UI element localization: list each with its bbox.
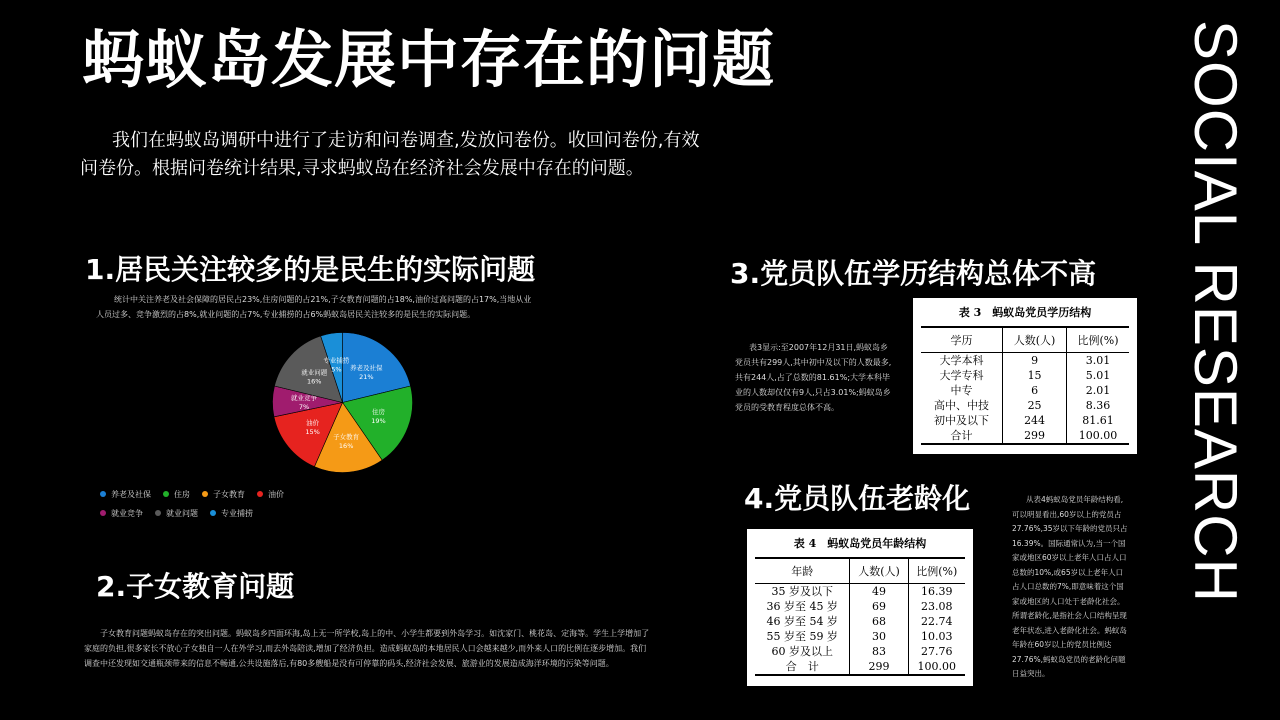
legend-swatch: [257, 491, 263, 497]
pie-slice-label: 19%: [371, 417, 386, 426]
pie-slice-label: 15%: [305, 427, 320, 436]
legend-swatch: [155, 510, 161, 516]
table4-header: 年龄: [755, 558, 850, 584]
table3-row: [921, 353, 1129, 369]
table3-header: 人数(人): [1003, 327, 1067, 353]
section1-text: 统计中关注养老及社会保障的居民占23%,住房问题的占21%,子女教育问题的占18%,油价过高问题的占17%,当地从业人员过多、竞争激烈的占8%,就业问题的占7%,专业捕捞的占6%蚂蚁岛居民关注较多的是民生的实际问题。: [96, 295, 532, 319]
table4-row-cell: 10.03: [908, 629, 965, 644]
table4-row: [755, 584, 965, 600]
legend-label: 就业竞争: [111, 508, 143, 518]
table3-row-cell: 大学本科: [939, 354, 984, 367]
table3-row: [921, 368, 1129, 383]
table4-row-cell: 299: [850, 659, 908, 675]
legend-swatch: [100, 491, 106, 497]
table4-row-cell: 36 岁至 45 岁: [766, 600, 838, 613]
pie-slice-label: 5%: [331, 365, 342, 374]
legend-label: 子女教育: [213, 489, 245, 499]
section3-text: 表3显示:至2007年12月31日,蚂蚁岛乡党员共有299人,其中初中及以下的人数最多,共有244人,占了总数的81.61%;大学本科毕业的人数却仅仅有9人,只占3.01%;蚂蚁岛乡党员的受教育程度总体不高。: [735, 343, 892, 412]
pie-chart: [265, 325, 420, 480]
table4-row-cell: 83: [850, 644, 908, 659]
intro-paragraph: 我们在蚂蚁岛调研中进行了走访和问卷调查,发放问卷份。收回问卷份,有效问卷份。根据问卷统计结果,寻求蚂蚁岛在经济社会发展中存在的问题。: [80, 130, 700, 179]
table4-row-cell: 60 岁及以上: [771, 645, 833, 658]
table3-row-cell: 大学专科: [939, 369, 984, 382]
legend-label: 就业问题: [166, 508, 198, 518]
page-title: 蚂蚁岛发展中存在的问题: [82, 23, 776, 96]
pie-slice-name: 就业竞争: [291, 393, 318, 402]
pie-slice-name: 住房: [371, 408, 385, 417]
table3-row-cell: 6: [1003, 383, 1067, 398]
table3-row-cell: 2.01: [1067, 383, 1129, 398]
legend-swatch: [163, 491, 169, 497]
pie-slice-name: 养老及社保: [350, 364, 383, 373]
table4-row-cell: 68: [850, 614, 908, 629]
section4-heading: 4.党员队伍老龄化: [744, 482, 971, 515]
legend-item: [202, 489, 245, 500]
table4-row-cell: 46 岁至 54 岁: [766, 615, 838, 628]
table4-row: [755, 644, 965, 659]
pie-slice-label: 16%: [338, 441, 354, 450]
pie-slice-name: 子女教育: [333, 432, 360, 441]
table4-row: [755, 599, 965, 614]
table3-row-cell: 8.36: [1067, 398, 1129, 413]
legend-swatch: [100, 510, 106, 516]
legend-item: [100, 508, 143, 519]
pie-slice-label: 16%: [306, 377, 322, 386]
legend-label: 养老及社保: [111, 489, 151, 499]
table4-row-cell: 27.76: [908, 644, 965, 659]
table3-row-cell: 5.01: [1067, 368, 1129, 383]
table4-row: [755, 614, 965, 629]
pie-slice-name: 就业问题: [301, 368, 328, 377]
table4-header: 人数(人): [850, 558, 908, 584]
table4-row-cell: 16.39: [908, 584, 965, 600]
section1-heading: 1.居民关注较多的是民生的实际问题: [85, 253, 536, 286]
section3-heading: 3.党员队伍学历结构总体不高: [730, 257, 1097, 290]
table4-row: [755, 659, 965, 675]
table4-caption: 表 4 蚂蚁岛党员年龄结构: [793, 537, 927, 550]
legend-swatch: [210, 510, 216, 516]
table3-row-cell: 高中、中技: [934, 399, 990, 412]
table4-row-cell: 49: [850, 584, 908, 600]
side-title: SOCIAL RESEARCH: [1182, 20, 1249, 603]
table3-row: [921, 383, 1129, 398]
table3-row-cell: 244: [1003, 413, 1067, 428]
table4-row-cell: 30: [850, 629, 908, 644]
legend-label: 住房: [174, 489, 190, 499]
table4-row-cell: 55 岁至 59 岁: [766, 630, 838, 643]
table4-header: 比例(%): [908, 558, 965, 584]
table4-row: [755, 629, 965, 644]
pie-slice-name: 油价: [306, 418, 320, 427]
table3-row-cell: 3.01: [1067, 353, 1129, 369]
table4-row-cell: 69: [850, 599, 908, 614]
table4-grid: [755, 557, 965, 676]
table3-header: 比例(%): [1067, 327, 1129, 353]
section2-heading: 2.子女教育问题: [96, 570, 295, 603]
table3-row-cell: 25: [1003, 398, 1067, 413]
table3-row-cell: 初中及以下: [934, 414, 990, 427]
pie-slice-name: 专业捕捞: [323, 356, 350, 365]
legend-item: [163, 489, 190, 500]
table3-row-cell: 9: [1003, 353, 1067, 369]
legend-item: [257, 489, 284, 500]
table4-row-cell: 35 岁及以下: [771, 585, 833, 598]
table4-row-cell: 合 计: [755, 659, 850, 675]
table3: [913, 298, 1137, 454]
table4: [747, 529, 973, 686]
legend-swatch: [202, 491, 208, 497]
legend-label: 油价: [268, 489, 284, 499]
legend-label: 专业捕捞: [221, 508, 253, 518]
legend-item: [210, 508, 253, 519]
table4-row-cell: 100.00: [908, 659, 965, 675]
pie-slice-label: 7%: [298, 402, 310, 411]
section4-text: 从表4蚂蚁岛党员年龄结构看,可以明显看出,60岁以上的党员占27.76%,35岁以下年龄的党员只占16.39%。国际通常认为,当一个国家或地区60岁以上老年人口占人口总数的10%,或65岁以上老年人口占人口总数的7%,即意味着这个国家或地区的人口处于老龄化社会。所谓老龄化,是指社会人口结构呈现老年状态,进入老龄化社会。蚂蚁岛年龄在60岁以上的党员比例达27.76%,蚂蚁岛党员的老龄化问题日益突出。: [1012, 495, 1128, 678]
section2-text: 子女教育问题蚂蚁岛存在的突出问题。蚂蚁岛乡四面环海,岛上无一所学校,岛上的中、小学生都要到外岛学习。如沈家门、桃花岛、定海等。学生上学增加了家庭的负担,很多家长不放心子女独自一人在外学习,而去外岛陪读,增加了经济负担。造成蚂蚁岛的本地居民人口会越来越少,而外来人口的比例在逐步增加。我们调查中还发现如交通瓶颈带来的信息不畅通,公共设施落后,有80多艘船是没有可停靠的码头,经济社会发展、旅游业的发展造成海洋环境的污染等问题。: [84, 629, 650, 668]
table4-row-cell: 22.74: [908, 614, 965, 629]
table3-row: [921, 428, 1129, 444]
table3-row: [921, 398, 1129, 413]
legend-item: [155, 508, 198, 519]
table3-row-cell: 中专: [950, 384, 973, 397]
table3-header: 学历: [921, 327, 1003, 353]
table3-row: [921, 413, 1129, 428]
legend-item: [100, 489, 151, 500]
table3-row-cell: 100.00: [1067, 428, 1129, 444]
table4-row-cell: 23.08: [908, 599, 965, 614]
table3-row-cell: 299: [1003, 428, 1067, 444]
pie-legend: [100, 482, 320, 520]
table3-row-cell: 15: [1003, 368, 1067, 383]
pie-slice-label: 21%: [359, 373, 374, 382]
table3-grid: [921, 326, 1129, 445]
table3-row-cell: 合计: [921, 428, 1003, 444]
table3-row-cell: 81.61: [1067, 413, 1129, 428]
table3-caption: 表 3 蚂蚁岛党员学历结构: [958, 306, 1092, 319]
